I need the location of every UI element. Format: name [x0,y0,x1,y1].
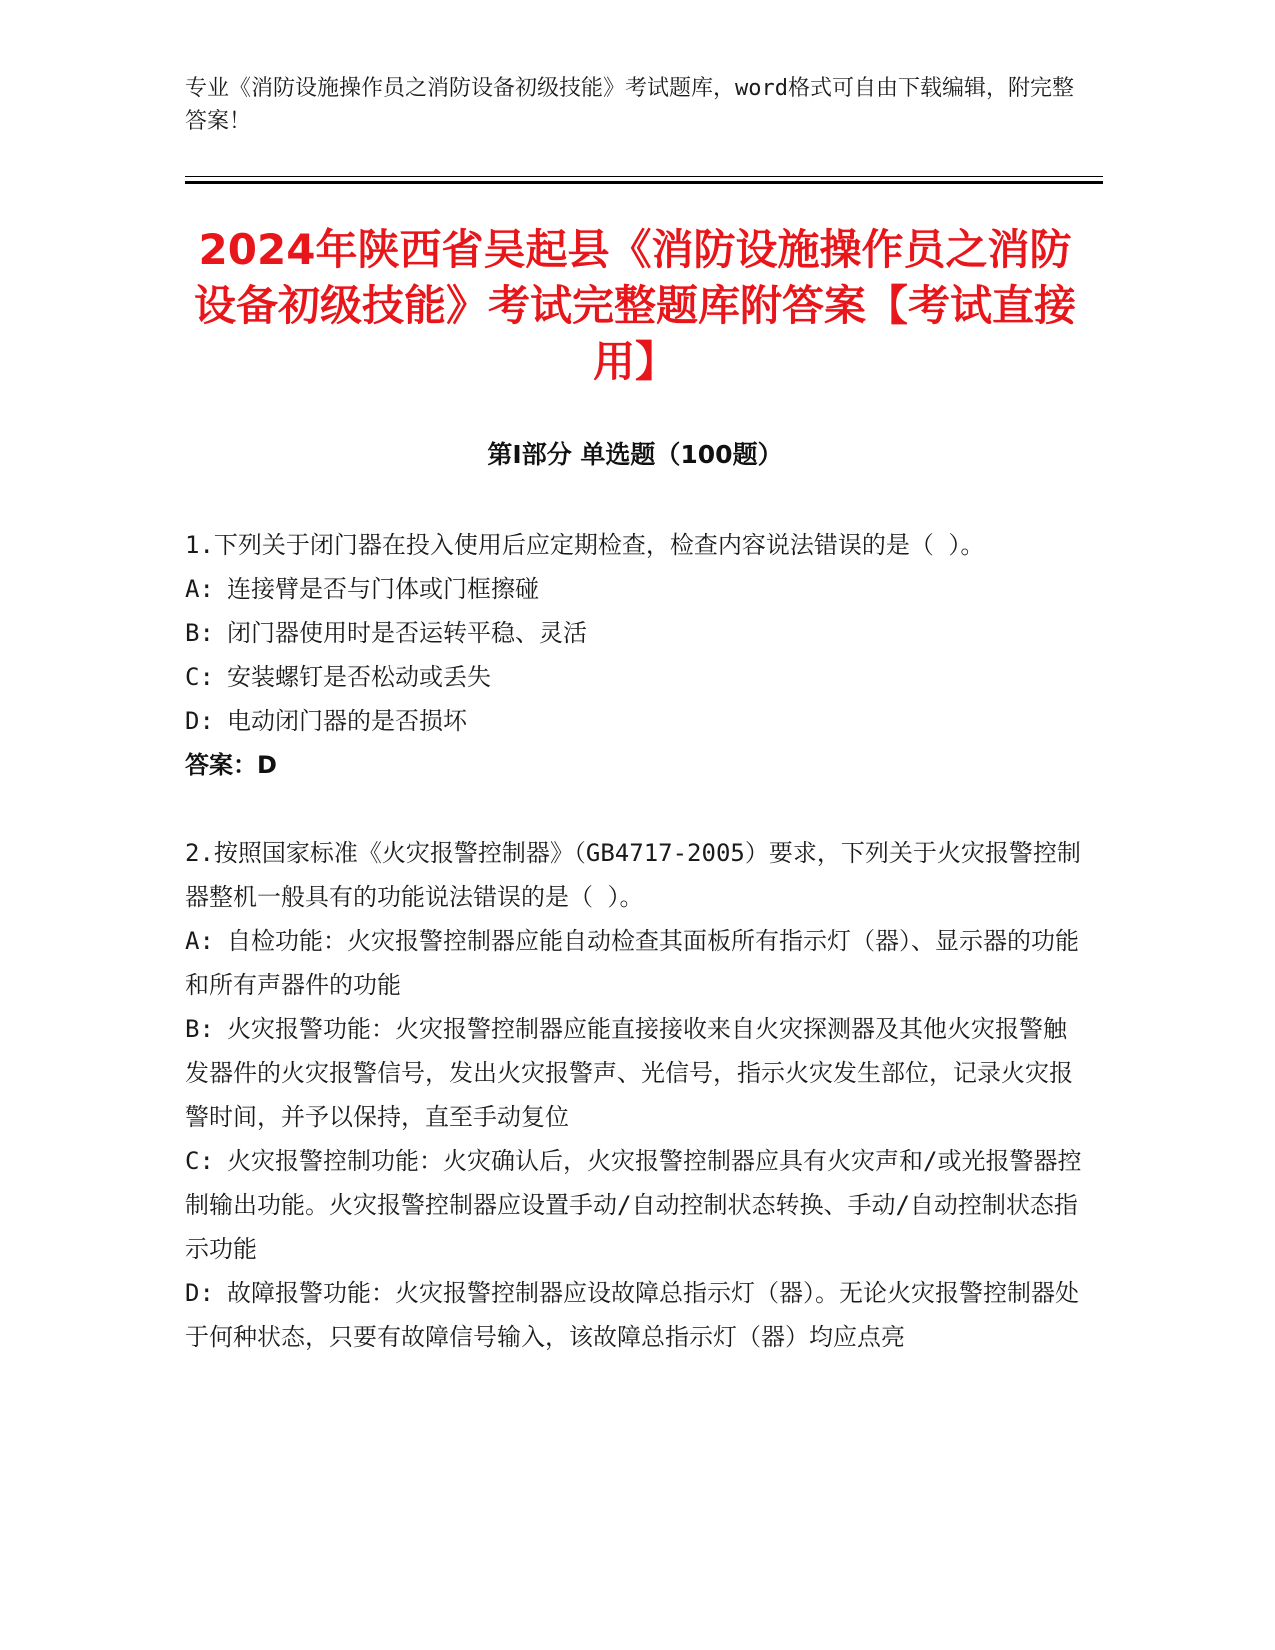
question-2 [185,831,1085,1359]
option-label: A: [185,927,214,955]
question-stem: 2.按照国家标准《火灾报警控制器》（GB4717-2005）要求，下列关于火灾报警控制器整机一般具有的功能说法错误的是（ ）。 [185,839,1081,911]
option-d [185,699,1085,743]
option-text: 故障报警功能：火灾报警控制器应设故障总指示灯（器）。无论火灾报警控制器处于何种状态，只要有故障信号输入，该故障总指示灯（器）均应点亮 [185,1279,1079,1351]
question-1 [185,523,1085,787]
header-divider-thin [185,176,1103,177]
option-label: C: [185,663,214,691]
document-title: 2024年陕西省吴起县《消防设施操作员之消防设备初级技能》考试完整题库附答案【考试直接用】 [193,225,1076,386]
section-title: 第Ⅰ部分 单选题（100题） [487,440,783,469]
option-text: 连接臂是否与门体或门框擦碰 [227,575,539,603]
option-label: B: [185,619,214,647]
option-text: 火灾报警功能：火灾报警控制器应能直接接收来自火灾探测器及其他火灾报警触发器件的火灾报警信号，发出火灾报警声、光信号，指示火灾发生部位，记录火灾报警时间，并予以保持，直至手动复位 [185,1015,1073,1131]
header-note: 专业《消防设施操作员之消防设备初级技能》考试题库，word格式可自由下载编辑，附完整答案！ [185,76,1074,134]
option-text: 闭门器使用时是否运转平稳、灵活 [227,619,587,647]
option-c [185,655,1085,699]
answer: 答案：D [185,751,277,779]
header-divider-thick [185,181,1103,184]
option-d [185,1271,1085,1359]
option-text: 火灾报警控制功能：火灾确认后，火灾报警控制器应具有火灾声和/或光报警器控制输出功能。火灾报警控制器应设置手动/自动控制状态转换、手动/自动控制状态指示功能 [185,1147,1082,1263]
option-label: B: [185,1015,214,1043]
option-label: D: [185,1279,214,1307]
question-spacer [185,787,1085,831]
option-text: 电动闭门器的是否损坏 [227,707,467,735]
option-label: A: [185,575,214,603]
option-a [185,919,1085,1007]
question-stem: 1.下列关于闭门器在投入使用后应定期检查，检查内容说法错误的是（ ）。 [185,531,985,559]
option-text: 自检功能：火灾报警控制器应能自动检查其面板所有指示灯（器）、显示器的功能和所有声器件的功能 [185,927,1079,999]
option-b [185,611,1085,655]
questions-content [185,523,1085,1359]
option-label: C: [185,1147,214,1175]
option-a [185,567,1085,611]
option-b [185,1007,1085,1139]
option-label: D: [185,707,214,735]
option-text: 安装螺钉是否松动或丢失 [227,663,491,691]
option-c [185,1139,1085,1271]
